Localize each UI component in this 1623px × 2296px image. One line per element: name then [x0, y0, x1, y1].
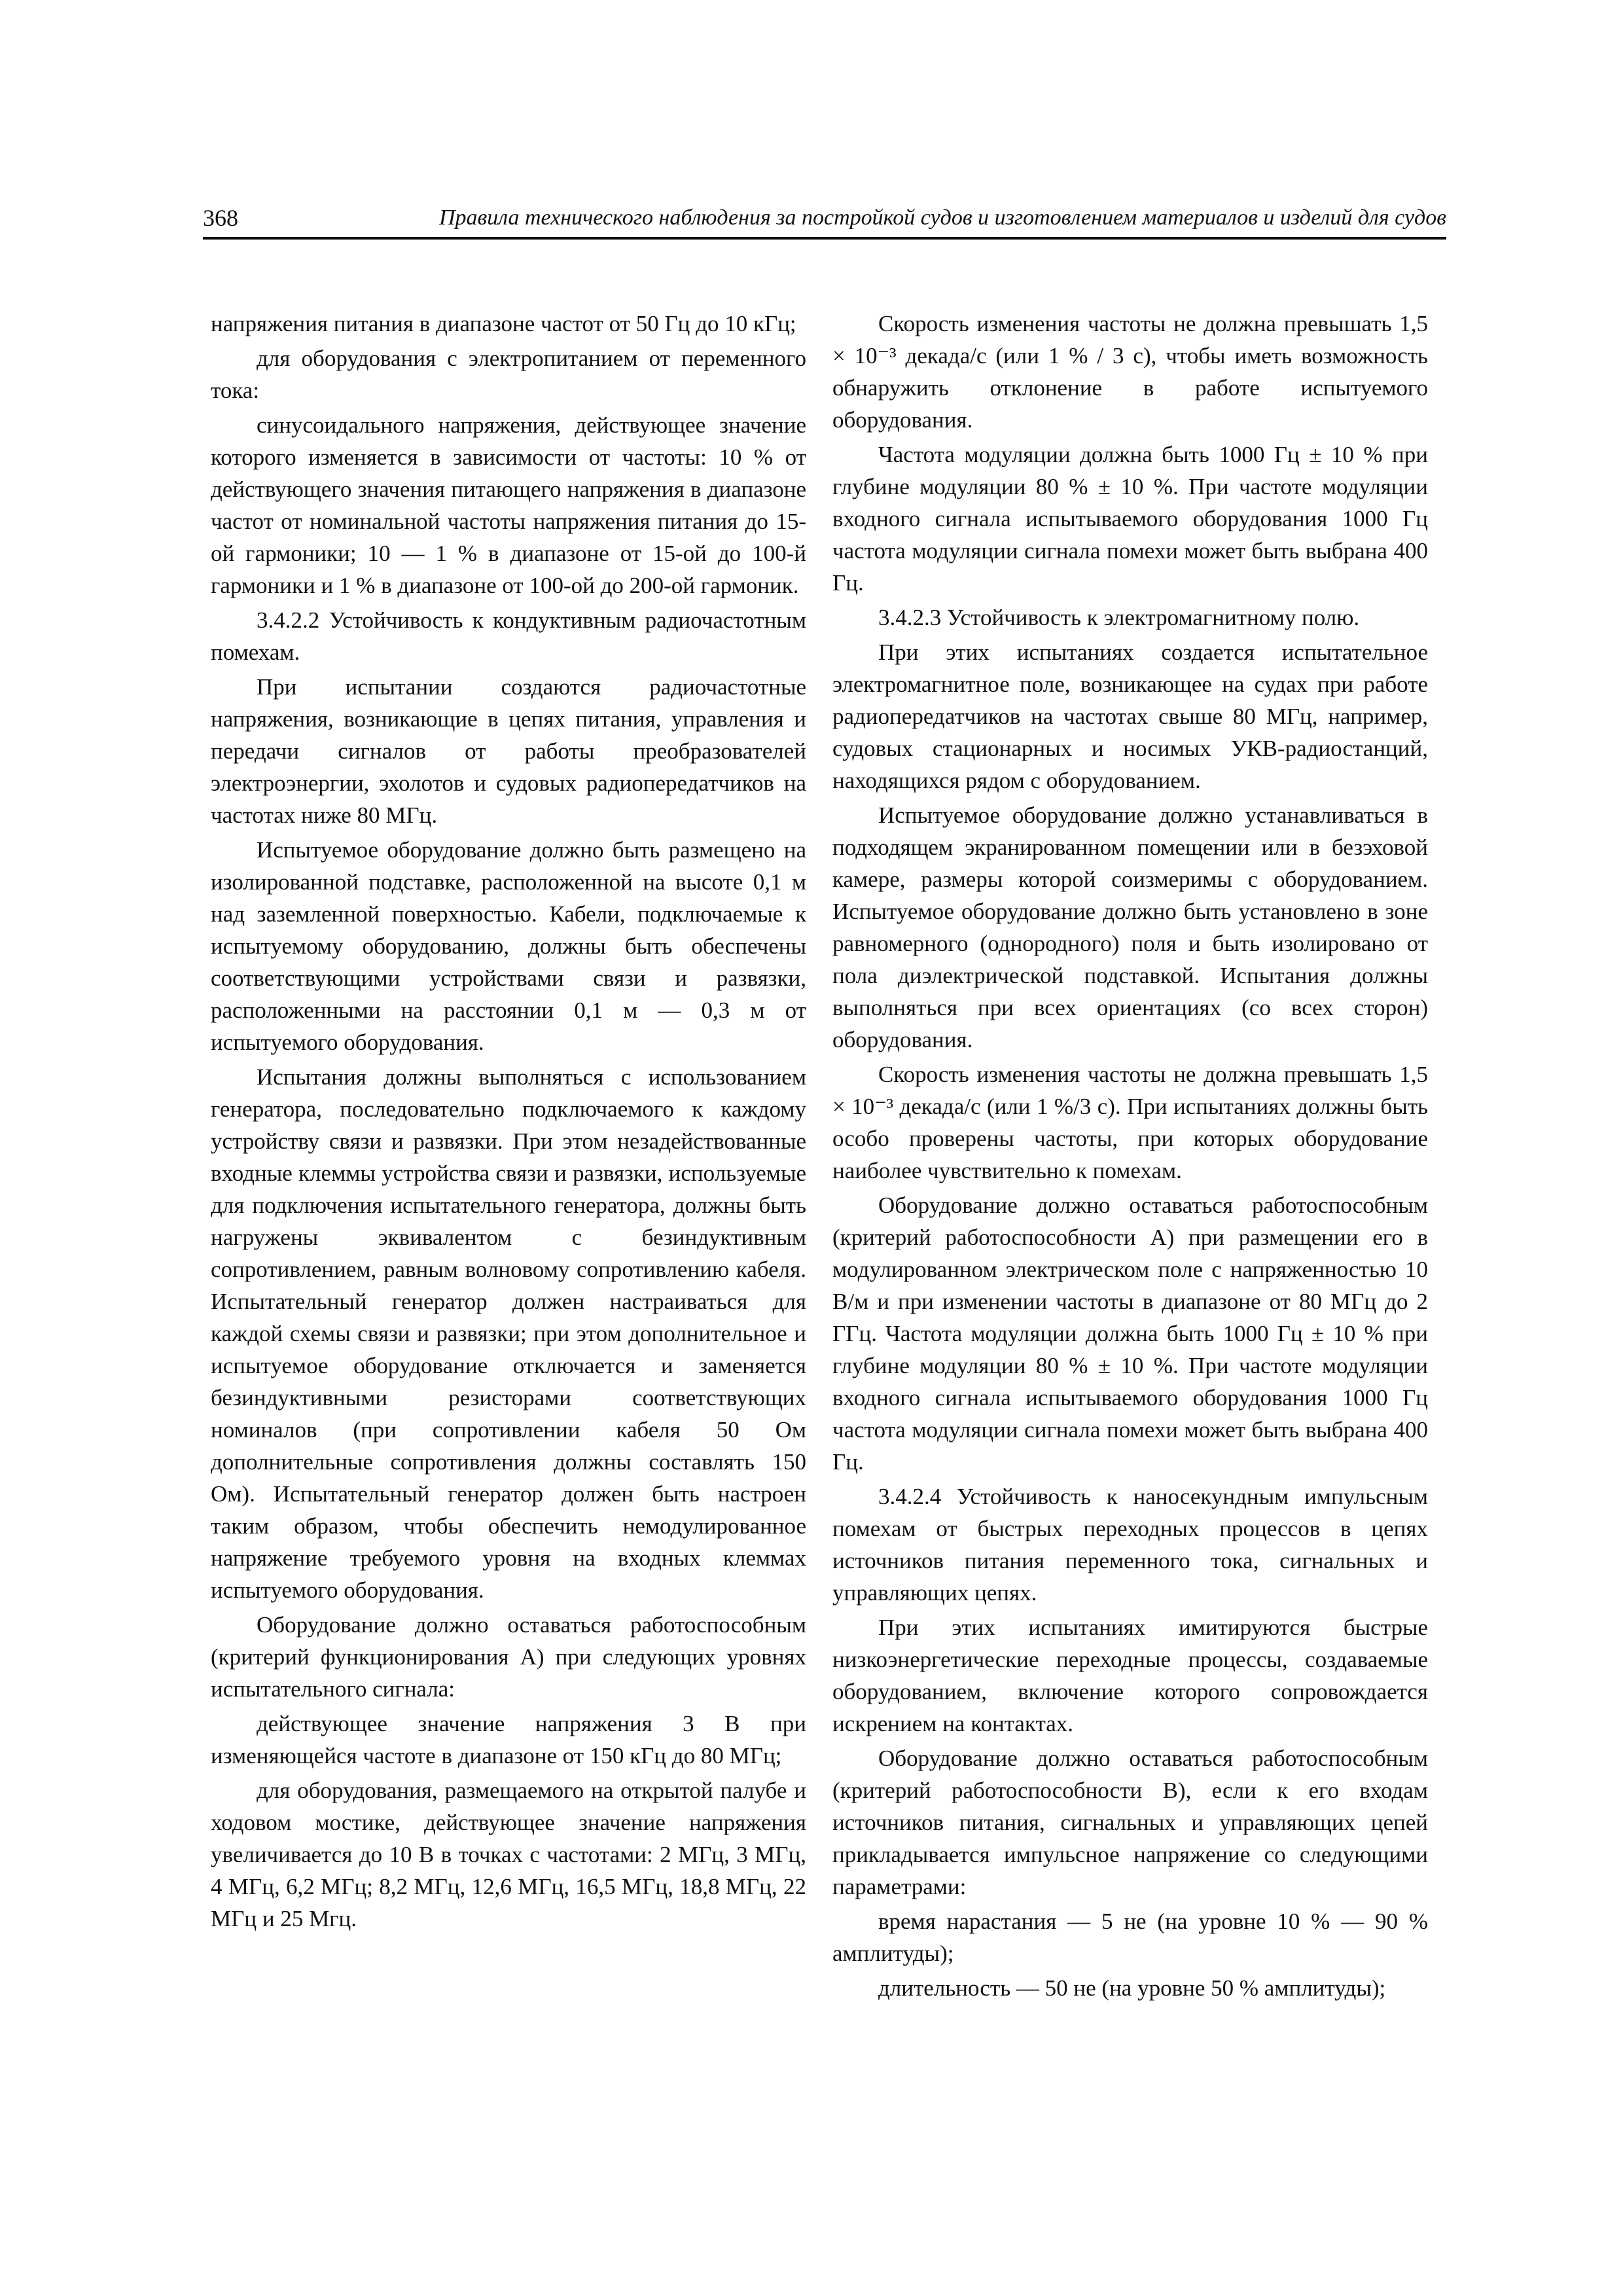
- section-heading: 3.4.2.3 Устойчивость к электромагнитному полю.: [878, 605, 1360, 630]
- paragraph: При этих испытаниях имитируются быстрые низкоэнергетические переходные процессы, создаваемые оборудованием, включение которого сопровождается искрением на контактах.: [832, 1615, 1428, 1736]
- page-header: [203, 200, 1446, 239]
- paragraph: Испытания должны выполняться с использованием генератора, последовательно подключаемого к каждому устройству связи и развязки. При этом незадействованные входные клеммы устройства связи и развязки, используемые для подключения испытательного генератора, должны быть нагружены эквивалентом с безиндуктивным сопротивлением, равным волновому сопротивлению кабеля. Испытательный генератор должен настраиваться для каждой схемы связи и развязки; при этом дополнительное и испытуемое оборудование отключается и заменяется безиндуктивными резисторами соответствующих номиналов (при сопротивлении кабеля 50 Ом дополнительные сопротивления должны составлять 150 Ом). Испытательный генератор должен быть настроен таким образом, чтобы обеспечить немодулированное напряжение требуемого уровня на входных клеммах испытуемого оборудования.: [211, 1064, 806, 1603]
- paragraph: При испытании создаются радиочастотные напряжения, возникающие в цепях питания, управления и передачи сигналов от работы преобразователей электроэнергии, эхолотов и судовых радиопередатчиков на частотах ниже 80 МГц.: [211, 674, 806, 828]
- paragraph: время нарастания — 5 не (на уровне 10 % — 90 % амплитуды);: [832, 1909, 1428, 1966]
- paragraph: действующее значение напряжения 3 В при изменяющейся частоте в диапазоне от 150 кГц до 80 МГц;: [211, 1711, 806, 1768]
- paragraph: Частота модуляции должна быть 1000 Гц ± 10 % при глубине модуляции 80 % ± 10 %. При частоте модуляции входного сигнала испытываемого оборудования 1000 Гц частота модуляции сигнала помехи может быть выбрана 400 Гц.: [832, 442, 1428, 596]
- right-column: [832, 308, 1428, 2007]
- paragraph: для оборудования, размещаемого на открытой палубе и ходовом мостике, действующее значение напряжения увеличивается до 10 В в точках с частотами: 2 МГц, 3 МГц, 4 МГц, 6,2 МГц; 8,2 МГц, 12,6 МГц, 16,5 МГц, 18,8 МГц, 22 МГц и 25 Мгц.: [211, 1778, 806, 1931]
- page-number: 368: [203, 205, 238, 231]
- paragraph: длительность — 50 не (на уровне 50 % амплитуды);: [878, 1975, 1386, 2001]
- section-heading: 3.4.2.4 Устойчивость к наносекундным импульсным помехам от быстрых переходных процессов в цепях источников питания переменного тока, сигнальных и управляющих цепях.: [832, 1484, 1428, 1605]
- paragraph: напряжения питания в диапазоне частот от 50 Гц до 10 кГц;: [211, 311, 796, 336]
- paragraph: Испытуемое оборудование должно устанавливаться в подходящем экранированном помещении или в безэховой камере, размеры которой соизмеримы с оборудованием. Испытуемое оборудование должно быть установлено в зоне равномерного (однородного) поля и быть изолировано от пола диэлектрической подставкой. Испытания должны выполняться при всех ориентациях (со всех сторон) оборудования.: [832, 802, 1428, 1052]
- paragraph: Испытуемое оборудование должно быть размещено на изолированной подставке, расположенной на высоте 0,1 м над заземленной поверхностью. Кабели, подключаемые к испытуемому оборудованию, должны быть обеспечены соответствующими устройствами связи и развязки, расположенными на расстоянии 0,1 м — 0,3 м от испытуемого оборудования.: [211, 837, 806, 1055]
- paragraph: Оборудование должно оставаться работоспособным (критерий работоспособности В), если к его входам источников питания, сигнальных и управляющих цепей прикладывается импульсное напряжение со следующими параметрами:: [832, 1746, 1428, 1899]
- paragraph: Скорость изменения частоты не должна превышать 1,5 × 10⁻³ декада/с (или 1 % / 3 с), чтобы иметь возможность обнаружить отклонение в работе испытуемого оборудования.: [832, 311, 1428, 433]
- paragraph: синусоидального напряжения, действующее значение которого изменяется в зависимости от частоты: 10 % от действующего значения питающего напряжения в диапазоне частот от номинальной частоты напряжения питания до 15-ой гармоники; 10 — 1 % в диапазоне от 15-ой до 100-й гармоники и 1 % в диапазоне от 100-ой до 200-ой гармоник.: [211, 412, 806, 598]
- section-heading: 3.4.2.2 Устойчивость к кондуктивным радиочастотным помехам.: [211, 607, 806, 665]
- header-rule: [203, 237, 1446, 240]
- running-title: Правила технического наблюдения за постройкой судов и изготовлением материалов и изделий для судов: [438, 206, 1446, 230]
- paragraph: Оборудование должно оставаться работоспособным (критерий работоспособности А) при размещении его в модулированном электрическом поле с напряженностью 10 В/м и при изменении частоты в диапазоне от 80 МГц до 2 ГГц. Частота модуляции должна быть 1000 Гц ± 10 % при глубине модуляции 80 % ± 10 %. При частоте модуляции входного сигнала испытываемого оборудования 1000 Гц частота модуляции сигнала помехи может быть выбрана 400 Гц.: [832, 1193, 1428, 1475]
- paragraph: При этих испытаниях создается испытательное электромагнитное поле, возникающее на судах при работе радиопередатчиков на частотах свыше 80 МГц, например, судовых стационарных и носимых УКВ-радиостанций, находящихся рядом с оборудованием.: [832, 639, 1428, 793]
- left-column: [211, 308, 806, 1937]
- paragraph: Оборудование должно оставаться работоспособным (критерий функционирования А) при следующих уровнях испытательного сигнала:: [211, 1612, 806, 1702]
- paragraph: Скорость изменения частоты не должна превышать 1,5 × 10⁻³ декада/с (или 1 %/3 с). При испытаниях должны быть особо проверены частоты, при которых оборудование наиболее чувствительно к помехам.: [832, 1062, 1428, 1183]
- paragraph: для оборудования с электропитанием от переменного тока:: [211, 346, 806, 403]
